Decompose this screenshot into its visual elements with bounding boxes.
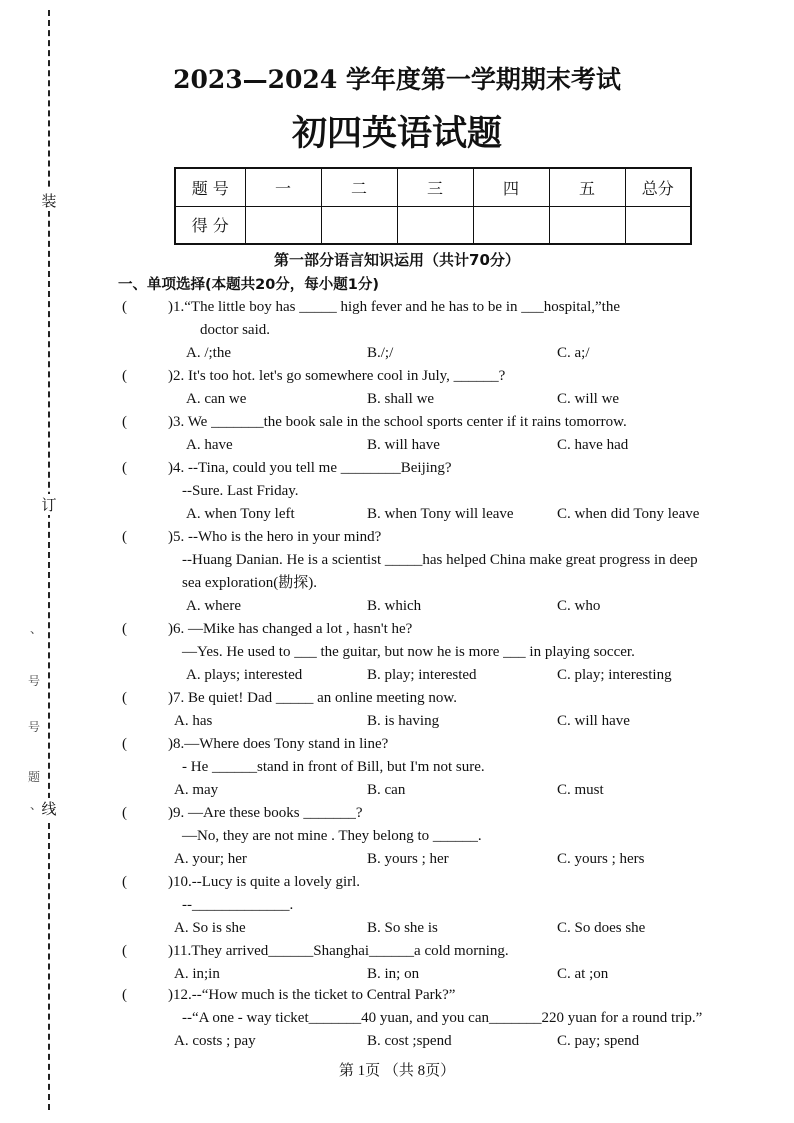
score-entry-cell[interactable] (321, 206, 397, 244)
question-stem-continued: --Sure. Last Friday. (182, 483, 299, 499)
score-table-score-row (175, 206, 691, 244)
answer-bracket[interactable]: ( (122, 621, 127, 637)
margin-mark: 、 (30, 622, 43, 636)
answer-bracket[interactable]: ( (122, 690, 127, 706)
question-stem: )4. --Tina, could you tell me ________Beijing? (168, 460, 452, 476)
question-stem: )11.They arrived______Shanghai______a cold morning. (168, 943, 509, 959)
option-b[interactable]: B. in; on (367, 966, 420, 982)
option-c[interactable]: C. play; interesting (557, 667, 672, 683)
question-stem: )12.--“How much is the ticket to Central Park?” (168, 987, 456, 1003)
option-b[interactable]: B. So she is (367, 920, 438, 936)
option-a[interactable]: A. So is she (174, 920, 246, 936)
question-stem-continued: - He ______stand in front of Bill, but I'm not sure. (182, 759, 485, 775)
option-b[interactable]: B. can (367, 782, 406, 798)
option-c[interactable]: C. have had (557, 437, 629, 453)
score-entry-cell[interactable] (549, 206, 625, 244)
answer-bracket[interactable]: ( (122, 736, 127, 752)
option-a[interactable]: A. costs ; pay (174, 1033, 256, 1049)
option-c[interactable]: C. will have (557, 713, 630, 729)
question-stem-continued: —Yes. He used to ___ the guitar, but now he is more ___ in playing soccer. (182, 644, 635, 660)
margin-mark: 号 (28, 720, 41, 734)
option-c[interactable]: C. yours ; hers (557, 851, 645, 867)
page-footer: 第 1页 （共 8页） (338, 1063, 456, 1079)
binding-label-xian: 线 (41, 800, 57, 818)
question-stem-continued: doctor said. (200, 322, 270, 338)
option-a[interactable]: A. where (186, 598, 241, 614)
option-c[interactable]: C. a;/ (557, 345, 590, 361)
score-table-cell: 二 (321, 168, 397, 206)
option-c[interactable]: C. will we (557, 391, 620, 407)
option-c[interactable]: C. So does she (557, 920, 646, 936)
answer-bracket[interactable]: ( (122, 414, 127, 430)
question-stem: )1.“The little boy has _____ high fever and he has to be in ___hospital,”the (168, 299, 620, 315)
score-table (174, 167, 692, 245)
part-title: 第一部分语言知识运用（共计70分） (274, 251, 520, 269)
score-entry-cell[interactable] (473, 206, 549, 244)
score-table-cell: 总分 (625, 168, 691, 206)
option-a[interactable]: A. /;the (186, 345, 231, 361)
section-title: 一、单项选择(本题共20分，每小题1分) (118, 277, 380, 293)
margin-mark: 、 (30, 798, 43, 812)
question-stem: )3. We _______the book sale in the school sports center if it rains tomorrow. (168, 414, 627, 430)
option-b[interactable]: B. which (367, 598, 422, 614)
option-a[interactable]: A. may (174, 782, 219, 798)
option-b[interactable]: B. yours ; her (367, 851, 449, 867)
option-a[interactable]: A. plays; interested (186, 667, 303, 683)
question-stem: )5. --Who is the hero in your mind? (168, 529, 382, 545)
score-table-cell: 题 号 (175, 168, 245, 206)
option-b[interactable]: B./;/ (367, 345, 394, 361)
option-b[interactable]: B. play; interested (367, 667, 477, 683)
binding-label-ding: 订 (41, 496, 57, 514)
question-stem-continued: --Huang Danian. He is a scientist _____has helped China make great progress in deep (182, 552, 698, 568)
question-stem: )6. —Mike has changed a lot , hasn't he? (168, 621, 413, 637)
answer-bracket[interactable]: ( (122, 805, 127, 821)
option-a[interactable]: A. your; her (174, 851, 247, 867)
answer-bracket[interactable]: ( (122, 529, 127, 545)
question-stem: )8.—Where does Tony stand in line? (168, 736, 389, 752)
score-table-cell: 四 (473, 168, 549, 206)
answer-bracket[interactable]: ( (122, 987, 127, 1003)
question-stem: )10.--Lucy is quite a lovely girl. (168, 874, 361, 890)
option-c[interactable]: C. who (557, 598, 601, 614)
answer-bracket[interactable]: ( (122, 299, 127, 315)
score-entry-cell[interactable] (397, 206, 473, 244)
answer-bracket[interactable]: ( (122, 943, 127, 959)
question-stem-continued: --_____________. (182, 897, 294, 913)
answer-bracket[interactable]: ( (122, 368, 127, 384)
answer-bracket[interactable]: ( (122, 460, 127, 476)
option-c[interactable]: C. pay; spend (557, 1033, 640, 1049)
option-b[interactable]: B. when Tony will leave (367, 506, 514, 522)
option-c[interactable]: C. when did Tony leave (557, 506, 700, 522)
margin-mark: 题 (28, 770, 41, 784)
score-entry-cell[interactable] (625, 206, 691, 244)
option-a[interactable]: A. have (186, 437, 233, 453)
question-stem: )9. —Are these books _______? (168, 805, 363, 821)
option-c[interactable]: C. must (557, 782, 604, 798)
option-b[interactable]: B. cost ;spend (367, 1033, 452, 1049)
score-table-cell: 一 (245, 168, 321, 206)
binding-label-zhuang: 装 (41, 192, 57, 210)
option-a[interactable]: A. when Tony left (186, 506, 295, 522)
question-stem-continued: --“A one - way ticket_______40 yuan, and you can_______220 yuan for a round trip.” (182, 1010, 703, 1026)
score-table-header-row (175, 168, 691, 206)
exam-subtitle: 初四英语试题 (291, 113, 502, 154)
binding-dashed-line (48, 10, 50, 1110)
option-c[interactable]: C. at ;on (557, 966, 609, 982)
question-stem: )2. It's too hot. let's go somewhere cool in July, ______? (168, 368, 506, 384)
question-stem: )7. Be quiet! Dad _____ an online meeting now. (168, 690, 457, 706)
score-entry-cell[interactable] (245, 206, 321, 244)
option-b[interactable]: B. shall we (367, 391, 435, 407)
score-table-cell: 三 (397, 168, 473, 206)
score-table-cell: 五 (549, 168, 625, 206)
option-a[interactable]: A. can we (186, 391, 247, 407)
exam-title: 2023—2024 学年度第一学期期末考试 (173, 65, 621, 94)
option-b[interactable]: B. will have (367, 437, 440, 453)
option-a[interactable]: A. in;in (174, 966, 220, 982)
question-stem-continued: sea exploration(勘探). (182, 575, 317, 591)
option-a[interactable]: A. has (174, 713, 213, 729)
answer-bracket[interactable]: ( (122, 874, 127, 890)
question-stem-continued: —No, they are not mine . They belong to ______. (182, 828, 482, 844)
option-b[interactable]: B. is having (367, 713, 440, 729)
score-table-cell: 得 分 (175, 206, 245, 244)
margin-mark: 号 (28, 674, 41, 688)
